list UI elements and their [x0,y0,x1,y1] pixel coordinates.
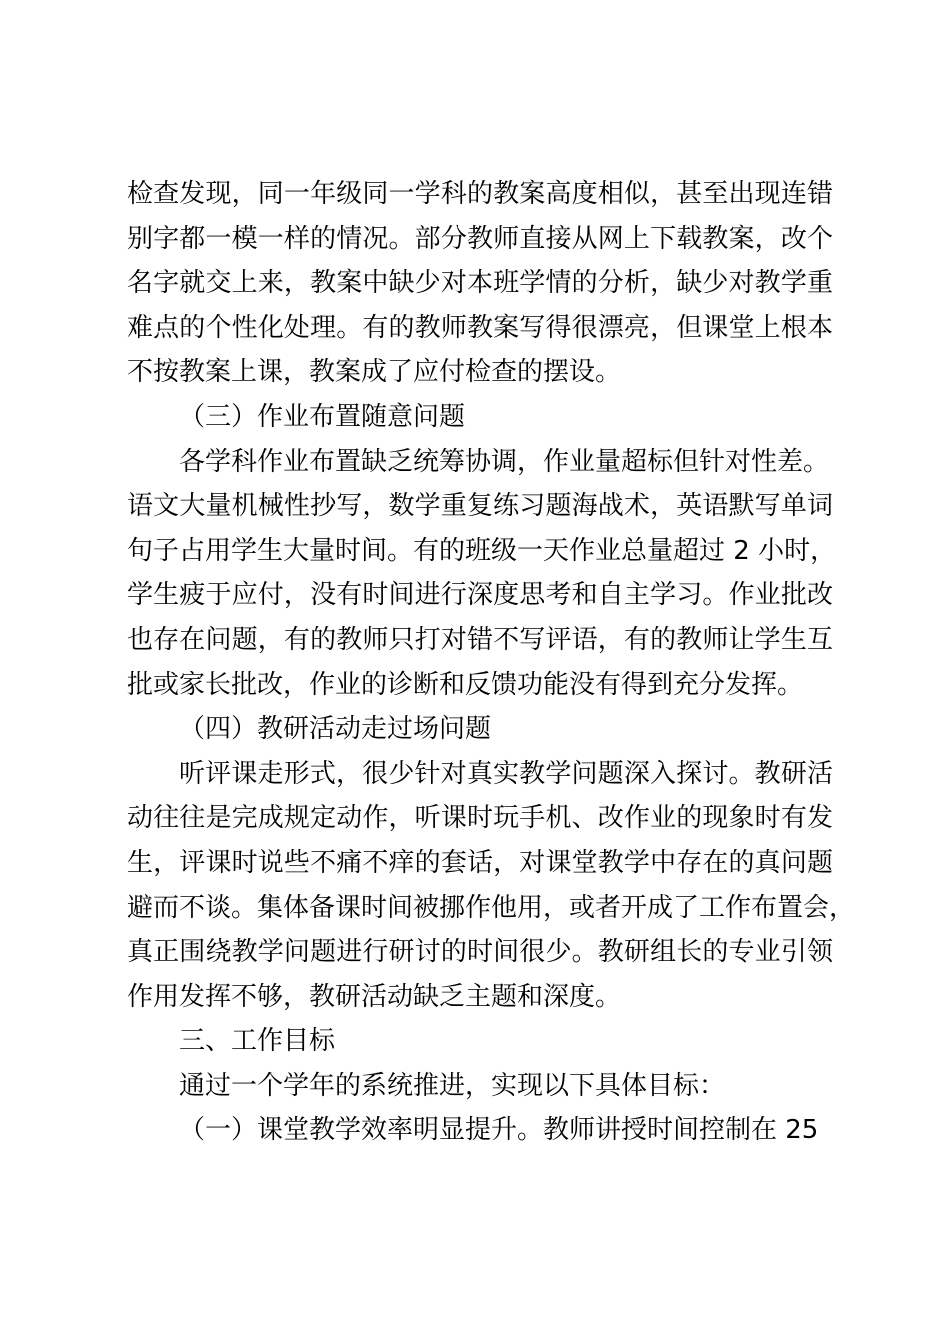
body-line: 学生疲于应付，没有时间进行深度思考和自主学习。作业批改 [127,580,833,611]
body-line: 避而不谈。集体备课时间被挪作他用，或者开成了工作布置会， [127,892,856,923]
document-body [127,172,856,1153]
body-line: 各学科作业布置缺乏统筹协调，作业量超标但针对性差。 [179,446,830,477]
body-line: 作用发挥不够，教研活动缺乏主题和深度。 [127,981,622,1012]
body-line: 听评课走形式，很少针对真实教学问题深入探讨。教研活 [179,758,833,789]
body-line: 通过一个学年的系统推进，实现以下具体目标： [179,1070,726,1101]
body-line: 检查发现，同一年级同一学科的教案高度相似，甚至出现连错 [127,179,833,209]
body-line: 动往往是完成规定动作，听课时玩手机、改作业的现象时有发 [127,803,833,834]
body-line: 也存在问题，有的教师只打对错不写评语，有的教师让学生互 [127,624,833,655]
chapter-heading: 三、工作目标 [179,1026,336,1057]
body-line: 名字就交上来，教案中缺少对本班学情的分析，缺少对教学重 [127,268,833,299]
body-line: 真正围绕教学问题进行研讨的时间很少。教研组长的专业引领 [127,937,833,968]
body-line: 别字都一模一样的情况。部分教师直接从网上下载教案，改个 [127,223,833,254]
body-line: 批或家长批改，作业的诊断和反馈功能没有得到充分发挥。 [127,669,804,700]
body-line: （一）课堂教学效率明显提升。教师讲授时间控制在 25 [179,1115,819,1146]
body-line: 句子占用学生大量时间。有的班级一天作业总量超过 2 小时， [127,535,837,566]
body-line: 语文大量机械性抄写，数学重复练习题海战术，英语默写单词 [127,491,833,522]
section-heading: （三）作业布置随意问题 [179,401,466,432]
body-line: 生，评课时说些不痛不痒的套话，对课堂教学中存在的真问题 [127,847,833,878]
body-line: 难点的个性化处理。有的教师教案写得很漂亮，但课堂上根本 [127,312,833,343]
section-heading: （四）教研活动走过场问题 [179,714,492,745]
body-line: 不按教案上课，教案成了应付检查的摆设。 [127,357,622,388]
